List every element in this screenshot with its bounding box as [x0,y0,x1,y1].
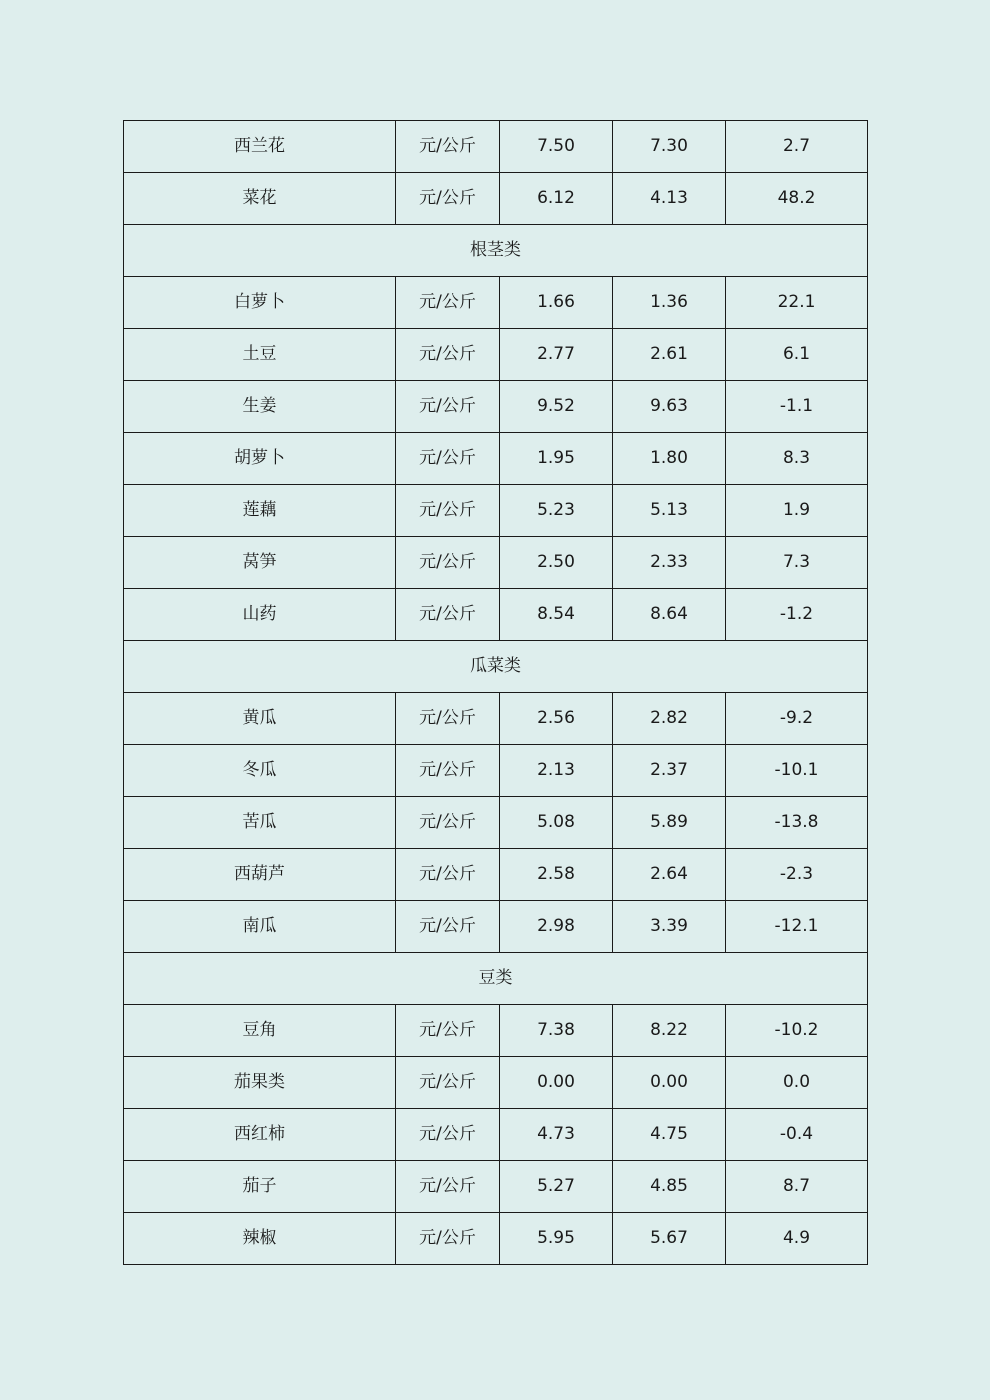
table-row [124,693,868,745]
item-name-cell: 白萝卜 [124,277,396,329]
unit-cell: 元/公斤 [396,433,500,485]
change-percent-cell: -1.2 [726,589,868,641]
current-price-cell: 7.38 [500,1005,613,1057]
unit-cell: 元/公斤 [396,797,500,849]
item-name-cell: 南瓜 [124,901,396,953]
table-row [124,745,868,797]
table-row [124,277,868,329]
previous-price-cell: 2.37 [613,745,726,797]
change-percent-cell: -2.3 [726,849,868,901]
item-name-cell: 胡萝卜 [124,433,396,485]
unit-cell: 元/公斤 [396,537,500,589]
category-row [124,225,868,277]
current-price-cell: 2.56 [500,693,613,745]
previous-price-cell: 7.30 [613,121,726,173]
unit-cell: 元/公斤 [396,1109,500,1161]
change-percent-cell: 0.0 [726,1057,868,1109]
change-percent-cell: 8.7 [726,1161,868,1213]
current-price-cell: 0.00 [500,1057,613,1109]
unit-cell: 元/公斤 [396,1213,500,1265]
unit-cell: 元/公斤 [396,901,500,953]
item-name-cell: 苦瓜 [124,797,396,849]
current-price-cell: 9.52 [500,381,613,433]
current-price-cell: 2.77 [500,329,613,381]
previous-price-cell: 4.13 [613,173,726,225]
unit-cell: 元/公斤 [396,485,500,537]
category-heading: 根茎类 [124,225,868,277]
change-percent-cell: 48.2 [726,173,868,225]
table-row [124,1057,868,1109]
previous-price-cell: 5.89 [613,797,726,849]
change-percent-cell: 2.7 [726,121,868,173]
current-price-cell: 8.54 [500,589,613,641]
table-row [124,797,868,849]
previous-price-cell: 2.64 [613,849,726,901]
table-row [124,901,868,953]
previous-price-cell: 3.39 [613,901,726,953]
previous-price-cell: 5.13 [613,485,726,537]
current-price-cell: 5.08 [500,797,613,849]
previous-price-cell: 8.64 [613,589,726,641]
item-name-cell: 西葫芦 [124,849,396,901]
table-row [124,849,868,901]
table-row [124,121,868,173]
unit-cell: 元/公斤 [396,693,500,745]
previous-price-cell: 2.82 [613,693,726,745]
item-name-cell: 茄果类 [124,1057,396,1109]
current-price-cell: 1.95 [500,433,613,485]
unit-cell: 元/公斤 [396,589,500,641]
table-row [124,485,868,537]
item-name-cell: 生姜 [124,381,396,433]
change-percent-cell: -13.8 [726,797,868,849]
table-row [124,433,868,485]
item-name-cell: 山药 [124,589,396,641]
item-name-cell: 辣椒 [124,1213,396,1265]
change-percent-cell: 4.9 [726,1213,868,1265]
previous-price-cell: 4.85 [613,1161,726,1213]
category-heading: 瓜菜类 [124,641,868,693]
previous-price-cell: 8.22 [613,1005,726,1057]
item-name-cell: 黄瓜 [124,693,396,745]
current-price-cell: 2.98 [500,901,613,953]
current-price-cell: 7.50 [500,121,613,173]
previous-price-cell: 4.75 [613,1109,726,1161]
current-price-cell: 5.27 [500,1161,613,1213]
current-price-cell: 2.58 [500,849,613,901]
previous-price-cell: 5.67 [613,1213,726,1265]
change-percent-cell: 8.3 [726,433,868,485]
category-row [124,641,868,693]
previous-price-cell: 0.00 [613,1057,726,1109]
table-row [124,537,868,589]
table-row [124,381,868,433]
current-price-cell: 5.95 [500,1213,613,1265]
item-name-cell: 西兰花 [124,121,396,173]
current-price-cell: 5.23 [500,485,613,537]
change-percent-cell: -1.1 [726,381,868,433]
category-heading: 豆类 [124,953,868,1005]
unit-cell: 元/公斤 [396,1005,500,1057]
unit-cell: 元/公斤 [396,381,500,433]
item-name-cell: 土豆 [124,329,396,381]
item-name-cell: 豆角 [124,1005,396,1057]
change-percent-cell: -9.2 [726,693,868,745]
unit-cell: 元/公斤 [396,329,500,381]
previous-price-cell: 2.61 [613,329,726,381]
table-row [124,589,868,641]
current-price-cell: 4.73 [500,1109,613,1161]
current-price-cell: 1.66 [500,277,613,329]
previous-price-cell: 1.80 [613,433,726,485]
item-name-cell: 冬瓜 [124,745,396,797]
table-row [124,1005,868,1057]
item-name-cell: 莴笋 [124,537,396,589]
change-percent-cell: -0.4 [726,1109,868,1161]
item-name-cell: 莲藕 [124,485,396,537]
unit-cell: 元/公斤 [396,1057,500,1109]
current-price-cell: 2.13 [500,745,613,797]
table-row [124,1213,868,1265]
table-row [124,1109,868,1161]
change-percent-cell: -10.2 [726,1005,868,1057]
change-percent-cell: -10.1 [726,745,868,797]
previous-price-cell: 2.33 [613,537,726,589]
item-name-cell: 西红柿 [124,1109,396,1161]
price-table [123,120,868,1265]
unit-cell: 元/公斤 [396,1161,500,1213]
item-name-cell: 菜花 [124,173,396,225]
item-name-cell: 茄子 [124,1161,396,1213]
unit-cell: 元/公斤 [396,277,500,329]
unit-cell: 元/公斤 [396,173,500,225]
unit-cell: 元/公斤 [396,849,500,901]
table-row [124,1161,868,1213]
previous-price-cell: 9.63 [613,381,726,433]
unit-cell: 元/公斤 [396,121,500,173]
previous-price-cell: 1.36 [613,277,726,329]
table-row [124,329,868,381]
change-percent-cell: -12.1 [726,901,868,953]
change-percent-cell: 7.3 [726,537,868,589]
current-price-cell: 6.12 [500,173,613,225]
category-row [124,953,868,1005]
table-body [124,121,868,1265]
unit-cell: 元/公斤 [396,745,500,797]
change-percent-cell: 22.1 [726,277,868,329]
current-price-cell: 2.50 [500,537,613,589]
table-row [124,173,868,225]
change-percent-cell: 6.1 [726,329,868,381]
change-percent-cell: 1.9 [726,485,868,537]
